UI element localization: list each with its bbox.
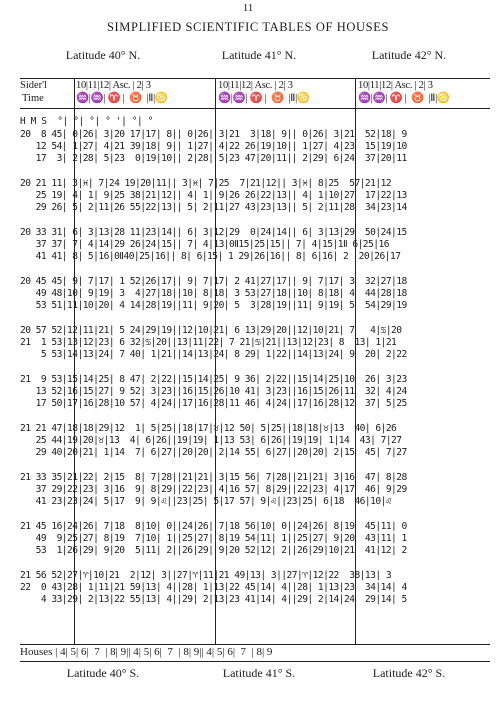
- table-row: 21 33 35|21|22| 2|15 8| 7|28||21|21| 3|15 56| 7|28||21|21| 3|16 47| 8|28: [20, 472, 407, 483]
- table-row: 4 33|29| 2|13|22 55|13| 4||29| 2|13|23 41|14| 4||29| 2|14|24 29|14| 5: [20, 594, 407, 605]
- houses-footer-row: Houses | 4| 5| 6| 7 | 8| 9|| 4| 5| 6| 7 | 8| 9|| 4| 5| 6| 7 | 8| 9: [20, 646, 273, 658]
- page-title: SIMPLIFIED SCIENTIFIC TABLES OF HOUSES: [106, 20, 390, 34]
- units-row: H M S °| °| °| ° '| °| °: [20, 116, 153, 127]
- table-row: 20 57 52|12|11|21| 5 24|29|19||12|10|21| 6 13|29|20||12|10|21| 7 4|♋|20: [20, 325, 402, 336]
- sidereal-time-label-1: Sider'l: [20, 80, 47, 91]
- top-rule: [20, 78, 490, 79]
- table-row: 20 45 45| 9| 7|17| 1 52|26|17|| 9| 7|17| 2 41|27|17|| 9| 7|17| 3 32|27|18: [20, 276, 407, 287]
- latitude-40-south: Latitude 40° S.: [66, 666, 140, 680]
- latitude-41-north: Latitude 41° N.: [221, 48, 297, 62]
- latitude-41-south: Latitude 41° S.: [222, 666, 296, 680]
- sidereal-time-label-2: Time: [22, 93, 44, 104]
- table-row: 21 45 16|24|26| 7|18 8|10| 0||24|26| 7|18 56|10| 0||24|26| 8|19 45|11| 0: [20, 521, 407, 532]
- page-number: 11: [242, 2, 254, 14]
- latitude-header-north: [26, 48, 486, 64]
- table-row: 37 29|22|23| 3|16 9| 8|29||22|23| 4|16 57| 8|29||22|23| 4|17 46| 9|29: [20, 484, 407, 495]
- table-row: 20 8 45| 0|26| 3|20 17|17| 8|| 0|26| 3|21 3|18| 9|| 0|26| 3|21 52|18| 9: [20, 129, 407, 140]
- table-row: 21 9 53|15|14|25| 8 47| 2|22||15|14|25| 9 36| 2|22||15|14|25|10 26| 3|23: [20, 374, 407, 385]
- table-row: 21 1 53|13|12|23| 6 32|♋|20||13|11|22| 7 21|♋|21||13|12|23| 8 13| 1|21: [20, 337, 397, 348]
- footer-rule-bottom: [20, 661, 490, 662]
- table-row: 53 1|26|29| 9|20 5|11| 2||26|29| 9|20 52|12| 2||26|29|10|21 41|12| 2: [20, 545, 407, 556]
- signs-header-41: ♒|♒| ♈ | ♉ |Ⅱ|♋: [218, 93, 310, 104]
- table-row: 41 23|23|24| 5|17 9| 9|♌||23|25| 5|17 57| 9|♌||23|25| 6|18 46|10|♌: [20, 496, 392, 507]
- table-row: 25 19| 4| 1| 9|25 38|21|12|| 4| 1| 9|26 26|22|13|| 4| 1|10|27 17|22|13: [20, 190, 407, 201]
- latitude-40-north: Latitude 40° N.: [65, 48, 141, 62]
- latitude-42-north: Latitude 42° N.: [371, 48, 447, 62]
- header-rule: [20, 108, 490, 109]
- signs-header-40: ♒|♒| ♈ | ♉ |Ⅱ|♋: [76, 93, 168, 104]
- table-row: 17 50|17|16|28|10 57| 4|24||17|16|28|11 46| 4|24||17|16|28|12 37| 5|25: [20, 398, 407, 409]
- table-row: 37 37| 7| 4|14|29 26|24|15|| 7| 4|13|0Ⅱ15|25|15|| 7| 4|15|1Ⅱ 6|25|16: [20, 239, 389, 250]
- table-row: 20 21 11| 3|♓| 7|24 19|20|11|| 3|♓| 7|25 7|21|12|| 3|♓| 8|25 57|21|12: [20, 178, 392, 189]
- table-row: 12 54| 1|27| 4|21 39|18| 9|| 1|27| 4|22 26|19|10|| 1|27| 4|23 15|19|10: [20, 141, 407, 152]
- table-row: 29 40|20|21| 1|14 7| 6|27||20|20| 2|14 55| 6|27||20|20| 2|15 45| 7|27: [20, 447, 407, 458]
- columns-header-41: 10|11|12| Asc. | 2| 3: [218, 80, 293, 91]
- table-row: 13 52|16|15|27| 9 52| 3|23||16|15|26|10 41| 3|23||16|15|26|11 32| 4|24: [20, 386, 407, 397]
- columns-header-42: 10|11|12| Asc. | 2| 3: [358, 80, 433, 91]
- table-row: 20 33 31| 6| 3|13|28 11|23|14|| 6| 3|12|29 0|24|14|| 6| 3|13|29 50|24|15: [20, 227, 407, 238]
- latitude-42-south: Latitude 42° S.: [372, 666, 446, 680]
- table-row: 53 51|11|10|20| 4 14|28|19||11| 9|20| 5 3|28|19||11| 9|19| 5 54|29|19: [20, 300, 407, 311]
- columns-header-40: 10|11|12| Asc. | 2| 3: [76, 80, 151, 91]
- footer-rule-top: [20, 644, 490, 645]
- table-row: 25 44|19|20|♉|13 4| 6|26||19|19| 1|13 53| 6|26||19|19| 1|14 43| 7|27: [20, 435, 402, 446]
- table-row: 49 9|25|27| 8|19 7|10| 1||25|27| 8|19 54|11| 1||25|27| 9|20 43|11| 1: [20, 533, 407, 544]
- table-row: 21 56 52|27|♈|10|21 2|12| 3||27|♈|11|21 49|13| 3||27|♈|12|22 38|13| 3: [20, 570, 392, 581]
- table-row: 29 26| 5| 2|11|26 55|22|13|| 5| 2|11|27 43|23|13|| 5| 2|11|28 34|23|14: [20, 202, 407, 213]
- table-row: 5 53|14|13|24| 7 40| 1|21||14|13|24| 8 29| 1|22||14|13|24| 9 20| 2|22: [20, 349, 407, 360]
- latitude-footer-south: [26, 666, 486, 682]
- signs-header-42: ♒|♒| ♈ | ♉ |Ⅱ|♋: [358, 93, 450, 104]
- table-row: 49 48|10| 9|19| 3 4|27|18||10| 8|18| 3 53|27|18||10| 8|18| 4 44|28|18: [20, 288, 407, 299]
- table-row: 22 0 43|28| 1|11|21 59|13| 4||28| 1|13|22 45|14| 4||28| 1|13|23 34|14| 4: [20, 582, 407, 593]
- table-row: 41 41| 8| 5|16|0Ⅱ40|25|16|| 8| 6|15| 1 29|26|16|| 8| 6|16| 2 20|26|17: [20, 251, 401, 262]
- table-row: 21 21 47|18|18|29|12 1| 5|25||18|17|♉|12 50| 5|25||18|18|♉|13 40| 6|26: [20, 423, 397, 434]
- table-row: 17 3| 2|28| 5|23 0|19|10|| 2|28| 5|23 47|20|11|| 2|29| 6|24 37|20|11: [20, 153, 407, 164]
